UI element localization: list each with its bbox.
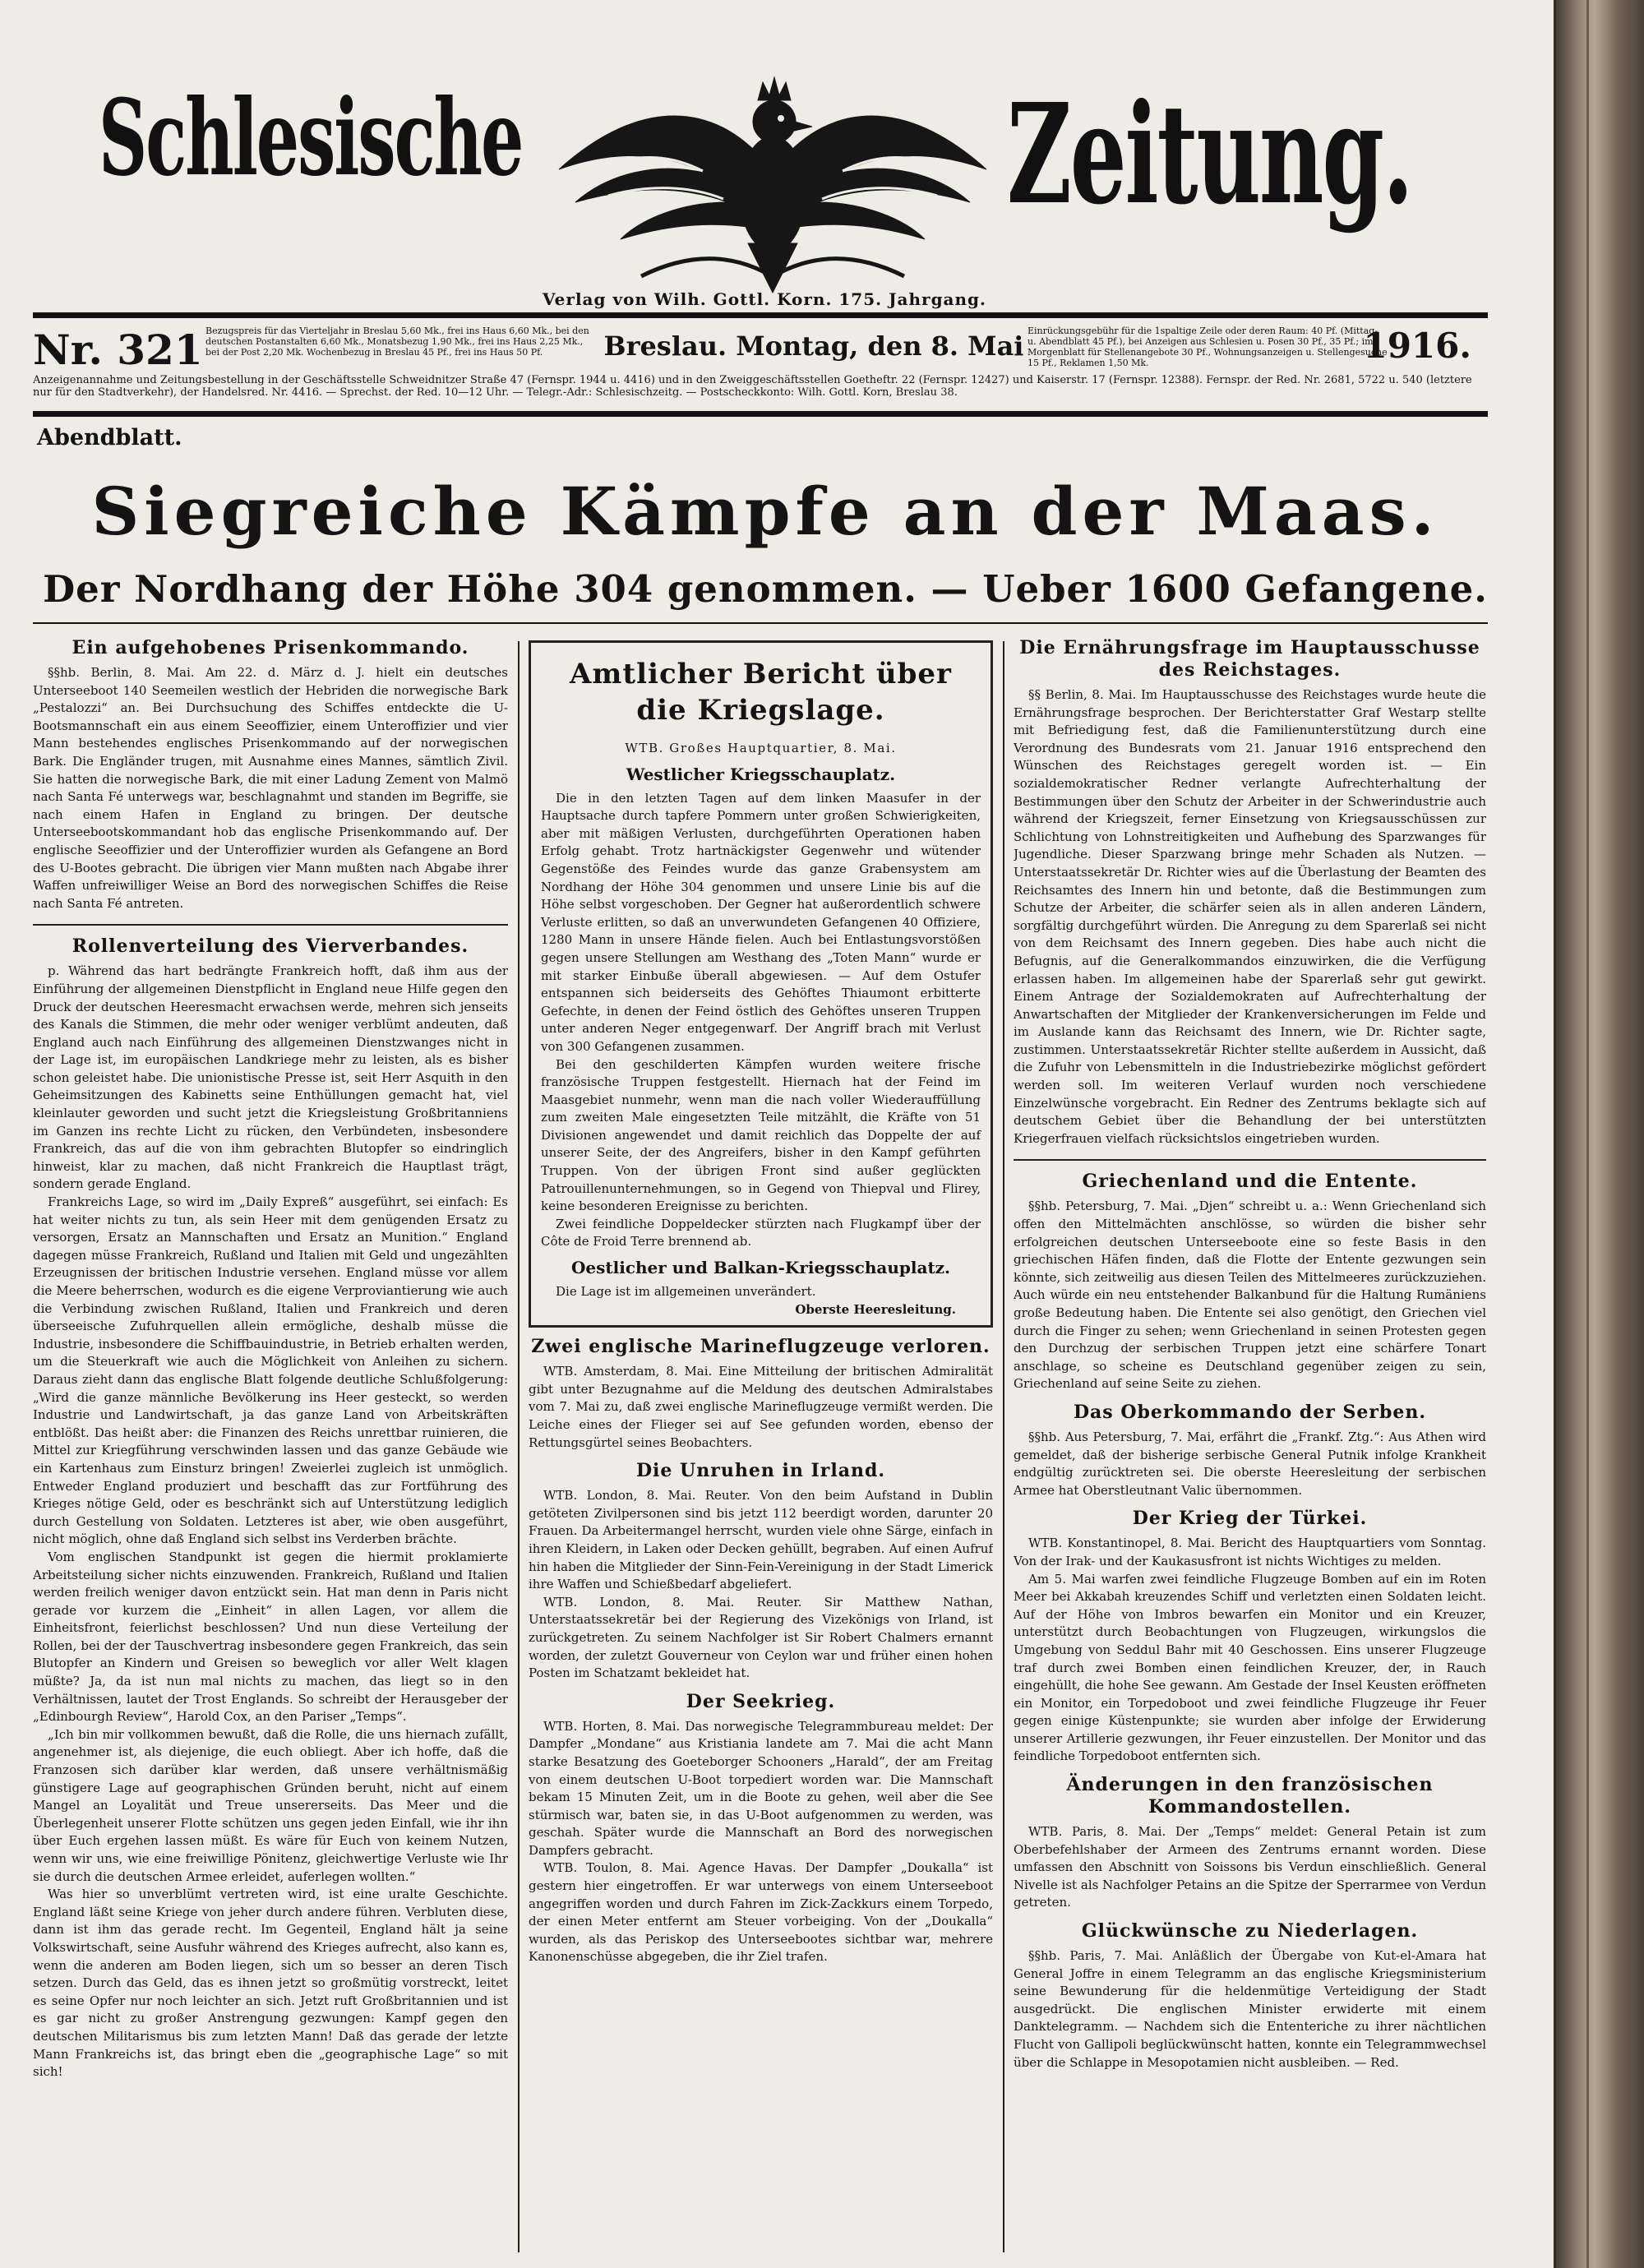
masthead-title-left: Schlesische — [99, 77, 523, 200]
article-paragraph: WTB. London, 8. Mai. Reuter. Sir Matthew Nathan, Unterstaatssekretär bei der Regierung des Vizekönigs von Irland, ist zurückgetreten. Zu seinem Nachfolger ist Sir Robert Chalmers ernannt worden, der zuletzt Gouverneur von Ceylon war und früher einen hohen Posten im Schatzamt bekleidet hat. — [529, 1594, 993, 1681]
main-headline: Siegreiche Kämpfe an der Maas. — [91, 473, 1439, 550]
article-paragraph: Bei den geschilderten Kämpfen wurden weitere frische französische Truppen festgestellt. Hiernach hat der Feind im Maasgebiet nunmehr, wenn man die nach voller Wiederauffüllung zum zweiten Male eingesetzten Teile mitzählt, die Kräfte von 51 Divisionen angewendet und damit reichlich das Doppelte der auf unserer Seite, der des Angreifers, bisher in den Kampf geführten Truppen. Von der übrigen Front sind außer geglückten Patrouillenunternehmungen, so in Gegend von Thiepval und Flirey, keine besonderen Ereignisse zu berichten. — [541, 1056, 981, 1214]
column-divider — [1003, 641, 1004, 2252]
masthead-rule — [33, 312, 1488, 318]
article-paragraph: WTB. Toulon, 8. Mai. Agence Havas. Der Dampfer „Doukalla“ ist gestern hier eingetroffen. Er war unterwegs von einem Unterseeboot angegriffen worden und durch Fahren im Zick-Zackkurs einem Torpedo, der einen Meter entfernt am Steuer vorbeiging. Von der „Doukalla“ wurden, als das Periskop des Unterseebootes sichtbar war, mehrere Kanonenschüsse abgegeben, die ihr Ziel trafen. — [529, 1860, 993, 1965]
article-heading: Glückwünsche zu Niederlagen. — [1081, 1920, 1419, 1942]
spine-edge — [1554, 0, 1556, 2268]
column-right — [1014, 629, 1486, 2261]
article-heading: Griechenland und die Entente. — [1082, 1171, 1418, 1193]
article-heading: Der Seekrieg. — [686, 1690, 836, 1712]
article-paragraph: WTB. Konstantinopel, 8. Mai. Bericht des Hauptquartiers vom Sonntag. Von der Irak- und der Kaukasusfront ist nichts Wichtiges zu melden. — [1014, 1536, 1486, 1568]
article-heading: Änderungen in den französischen Kommandostellen. — [1066, 1774, 1434, 1818]
article-paragraph: §§ Berlin, 8. Mai. Im Hauptausschusse des Reichstages wurde heute die Ernährungsfrage besprochen. Der Berichterstatter Graf Westarp stellte mit Befriedigung fest, daß die Familienunterstützung durch eine Verordnung des Bundesrats vom 21. Januar 1916 entsprechend den Wünschen des Reichstages geregelt worden ist. — Ein sozialdemokratischer Redner verlangte Aufrechterhaltung der Bestimmungen über den Schutz der Arbeiter in der Schwerindustrie auch während der Kriegszeit, ferner Einsetzung von Kriegsausschüssen zur Schlichtung von Lohnstreitigkeiten und Aufhebung des Sparzwanges für Jugendliche. Dieser Sparzwang bringe mehr Schaden als Nutzen. — Unterstaatssekretär Dr. Richter wies auf die Überlastung der Beamten des Reichsamtes des Innern hin und betonte, daß die Bestimmungen zum Schutze der Arbeiter, die schärfer seien als in allen anderen Ländern, sorgfältig durchgeführt würden. Die Anregung zu dem Sparerlaß sei nicht von dem Reichsamt des Innern gegeben. Dies habe auch nicht die Befugnis, auf die Generalkommandos einzuwirken, die die Verfügung erlassen haben. Im allgemeinen habe der Sparerlaß sehr gut gewirkt. Einem Antrage der Sozialdemokraten auf Aufrechterhaltung der Anwartschaften der Mitglieder der Krankenversicherungen im Felde und im Auslande kann das Reichsamt des Innern, wie Dr. Richter sagte, zustimmen. Unterstaatssekretär Richter stellte außerdem in Aussicht, daß die Zufuhr von Lebensmitteln in die Industriebezirke möglichst gefördert werden soll. Im weiteren Verlauf wurden noch verschiedene Einzelwünsche vorgebracht. Ein Redner des Zentrums beklagte sich auf deutschem Gebiet über die Behandlung der bei unterstützten Kriegerfrauen vielfach rücksichtslos eingetrieben wurden. — [1014, 687, 1486, 1146]
edition-label: Abendblatt. — [37, 425, 182, 450]
report-section-heading: Westlicher Kriegsschauplatz. — [626, 764, 896, 784]
headline-rule — [33, 622, 1488, 624]
spine-edge — [1586, 0, 1589, 2268]
article-paragraph: §§hb. Berlin, 8. Mai. Am 22. d. März d. J. hielt ein deutsches Unterseeboot 140 Seemeilen westlich der Hebriden die norwegische Bark „Pestalozzi“ an. Bei Durchsuchung des Schiffes entdeckte die U-Bootsmannschaft ein aus einem Seeoffizier, einem Unteroffizier und vier Mann bestehendes englisches Prisenkommando auf der norwegischen Bark. Die Engländer trugen, mit Ausnahme eines Mannes, sämtlich Zivil. Sie hatten die norwegische Bark, die mit einer Ladung Zement von Malmö nach Santa Fé unterwegs war, beschlagnahmt und standen im Begriffe, sie nach einem Hafen in England zu bringen. Der deutsche Unterseebootskommandant hob das englische Prisenkommando auf. Der englische Seeoffizier und der Unteroffizier wurden als Gefangene an Bord des U-Bootes gebracht. Die übrigen vier Mann mußten nach Abgabe ihrer Waffen unfreiwilliger Weise an Bord des norwegischen Schiffes die Reise nach Santa Fé antreten. — [33, 665, 508, 911]
article-paragraph: Am 5. Mai warfen zwei feindliche Flugzeuge Bomben auf ein im Roten Meer bei Akkabah kreuzendes Schiff und verletzten einen Soldaten leicht. Auf der Höhe von Imbros bewarfen ein Monitor und ein Kreuzer, unterstützt durch Beobachtungen von Flugzeugen, wirkungslos die Umgebung von Seddul Bahr mit 40 Geschossen. Eins unserer Flugzeuge traf durch zwei Bomben einen feindlichen Kreuzer, der, in Rauch eingehüllt, die hohe See gewann. Am Gestade der Insel Keusten eröffneten ein Monitor, ein Torpedoboot und zwei feindliche Flugzeuge ihr Feuer gegen einige Küstenpunkte; sie wurden aber infolge der Erwiderung unserer Artillerie gezwungen, ihr Feuer einzustellen. Der Monitor und das feindliche Torpedoboot entfernten sich. — [1014, 1571, 1486, 1764]
report-title: Amtlicher Bericht über die Kriegslage. — [570, 658, 952, 727]
article-heading: Rollenverteilung des Vierverbandes. — [72, 935, 469, 958]
article-paragraph: Was hier so unverblümt vertreten wird, ist eine uralte Geschichte. England läßt seine Kriege von jeher durch andere führen. Verbluten diese, dann ist ihm das gerade recht. Im Gegenteil, England hält ja seine Volkswirtschaft, seine Ausfuhr während des Krieges aufrecht, also kann es, wenn die anderen am Boden liegen, sich um so besser an deren Tisch setzen. Durch das Geld, das es ihnen jetzt so großmütig vorstreckt, leitet es seine Opfer nur noch leichter an sich. Jetzt ruft Großbritannien und ist es gar nicht zu großer Anstrengung gezwungen: Kampf gegen den deutschen Militarismus bis zum letzten Mann! Daß das gerade der letzte Mann Frankreichs ist, das bringt eben die „geographische Lage“ so mit sich! — [33, 1887, 508, 2080]
article-paragraph: WTB. London, 8. Mai. Reuter. Von den beim Aufstand in Dublin getöteten Zivilpersonen sind bis jetzt 112 beerdigt worden, darunter 20 Frauen. Da Arbeitermangel herrscht, wurden viele ohne Särge, einfach in ihren Kleidern, in Laken oder Decken gehüllt, begraben. Auf einen Aufruf hin haben die Mitglieder der Sinn-Fein-Vereinigung in der Stadt Limerick ihre Waffen und Schießbedarf abgeliefert. — [529, 1488, 993, 1592]
contact-info: Anzeigenannahme und Zeitungsbestellung in der Geschäftsstelle Schweidnitzer Straße 47 (Fernspr. 1944 u. 4416) und in den Zweiggeschäftsstellen Goetheftr. 22 (Fernspr. 12427) und Kaiserstr. 17 (Fernspr. 12388). Fernspr. der Red. Nr. 2681, 5722 u. 540 (letztere nur für den Stadtverkehr), der Handelsred. Nr. 4416. — Sprechst. der Red. 10—12 Uhr. — Telegr.-Adr.: Schlesischzeitg. — Postscheckkonto: Wilh. Gottl. Korn, Breslau 38. — [33, 374, 1472, 399]
report-section-heading: Oestlicher und Balkan-Kriegsschauplatz. — [571, 1258, 950, 1278]
article-paragraph: „Ich bin mir vollkommen bewußt, daß die Rolle, die uns hiernach zufällt, angenehmer ist, als diejenige, die euch obliegt. Aber ich hoffe, daß die Franzosen sich darüber klar werden, daß unsere verhältnismäßig günstigere Lage auf geographischen Gründen beruht, nicht auf einem Mangel an Loyalität und Treue unsererseits. Das Meer und die Überlegenheit unserer Flotte schützen uns gegen jeden Einfall, wie ihr ihn über Euch ergehen lassen müßt. Es wäre für Euch von keinem Nutzen, wenn wir uns, wie eine freiwillige Pönitenz, gleichwertige Verluste wie Ihr sie durch die deutschen Armee erleidet, auferlegen wollten.“ — [33, 1726, 508, 1884]
article-divider — [1014, 1159, 1486, 1161]
report-signature: Oberste Heeresleitung. — [795, 1301, 956, 1317]
eagle-emblem — [543, 71, 1003, 309]
article-paragraph: Frankreichs Lage, so wird im „Daily Expreß“ ausgeführt, sei einfach: Es hat weiter nichts zu tun, als sein Heer mit dem genügenden Ersatz zu versorgen, Ersatz an Mannschaften und Ersatz an Munition.“ England dagegen müsse Frankreich, Rußland und Italien mit Geld und ungezählten Erzeugnissen der britischen Industrie versehen. England müsse vor allem die Meere beherrschen, wodurch es die eigene Verproviantierung wie auch die Verbindung zwischen Rußland, Italien und Frankreich und deren überseeische Zufuhrquellen allein ermögliche, deshalb müsse die Industrie, insbesondere die Schiffbauindustrie, in Betrieb erhalten werden, um die Steuerkraft wie auch die Möglichkeit von Anleihen zu sichern. Daraus zieht dann das englische Blatt folgende deutliche Schlußfolgerung: „Wird die ganze männliche Bevölkerung ins Heer gesteckt, so werden Industrie und Landwirtschaft, ja das ganze Land von Arbeitskräften entblößt. Das heißt aber: die Finanzen des Reichs unrettbar ruinieren, die Mittel zur Kriegführung verschwinden lassen und das ganze Gebäude wie ein Kartenhaus zum Einsturz bringen! Zweierlei zugleich ist unmöglich. Entweder England produziert und beschafft das zur Fortführung des Krieges nötige Geld, oder es beschränkt sich auf Unterstützung lediglich durch Gestellung von Soldaten. Letzteres ist aber, wie oben ausgeführt, nicht möglich, ohne daß England sich selbst ins Verderben brächte. — [33, 1194, 508, 1547]
article-paragraph: Zwei feindliche Doppeldecker stürzten nach Flugkampf über der Côte de Froid Terre brennend ab. — [541, 1216, 981, 1249]
article-paragraph: Die Lage ist im allgemeinen unverändert. — [556, 1284, 816, 1300]
report-dateline: WTB. Großes Hauptquartier, 8. Mai. — [625, 741, 897, 755]
article-paragraph: Vom englischen Standpunkt ist gegen die hiermit proklamierte Arbeitsteilung sicher nichts einzuwenden. Frankreich, Rußland und Italien werden freilich weniger davon entzückt sein. Hat man denn in Paris nicht gerade vor kurzem die „Einheit“ in allen Lagen, vor allem die Einheitsfront, feierlichst beschlossen? Und nun diese Verteilung der Rollen, bei der der Tauschvertrag insbesondere gegen Frankreich, das sein Blutopfer an Kindern und Greisen so beweglich vor aller Welt klagen müßte? Ja, da ist nun mal nichts zu machen, das liegt so in den Verhältnissen, lautet der Trost Englands. So schreibt der Herausgeber der „Edinbourgh Review“, Harold Cox, an den Pariser „Temps“. — [33, 1549, 508, 1725]
masthead — [0, 0, 1554, 312]
publisher-line: Verlag von Wilh. Gottl. Korn. 175. Jahrgang. — [543, 289, 986, 309]
issue-year: 1916. — [1363, 326, 1471, 366]
article-paragraph: WTB. Amsterdam, 8. Mai. Eine Mitteilung der britischen Admiralität gibt unter Bezugnahme auf die Meldung des deutschen Admiralstabes vom 7. Mai zu, daß zwei englische Marineflugzeuge vermißt werden. Die Leiche eines der Flieger sei auf See gefunden worden, ebenso der Rettungsgürtel seines Beobachters. — [529, 1364, 993, 1450]
article-paragraph: §§hb. Paris, 7. Mai. Anläßlich der Übergabe von Kut-el-Amara hat General Joffre in einem Telegramm an das englische Kriegsministerium seine Bewunderung für die heldenmütige Verteidigung der Stadt ausgedrückt. Die englischen Minister erwiderte mit einem Danktelegramm. — Nachdem sich die Ententeriche zu ihrer nächtlichen Flucht von Gallipoli beglückwünscht hatten, konnte ein Telegrammwechsel über die Schlappe in Mesopotamien nicht ausbleiben. — Red. — [1014, 1948, 1486, 2070]
issue-number: Nr. 321 — [33, 326, 203, 374]
header-rule — [33, 411, 1488, 417]
advertising-rates: Einrückungsgebühr für die 1spaltige Zeile oder deren Raum: 40 Pf. (Mittag- u. Abendblatt 45 Pf.), bei Anzeigen aus Schlesien u. Posen 30 Pf., 35 Pf.; im Morgenblatt für Stellenangebote 30 Pf., Wohnungsanzeigen u. Stellengesuche 15 Pf., Reklamen 1,50 Mk. — [1028, 326, 1388, 368]
article-paragraph: §§hb. Aus Petersburg, 7. Mai, erfährt die „Frankf. Ztg.“: Aus Athen wird gemeldet, daß der bisherige serbische General Putnik infolge Krankheit endgültig zurücktreten sei. Die oberste Heeresleitung der serbischen Armee hat Oberstleutnant Valic übernommen. — [1014, 1429, 1486, 1498]
article-heading: Der Krieg der Türkei. — [1132, 1508, 1368, 1530]
article-heading: Die Unruhen in Irland. — [635, 1460, 886, 1482]
sub-headline: Der Nordhang der Höhe 304 genommen. — Ueber 1600 Gefangene. — [43, 567, 1488, 611]
article-heading: Das Oberkommando der Serben. — [1073, 1401, 1427, 1423]
issue-date: Breslau. Montag, den 8. Mai — [603, 330, 1024, 362]
article-paragraph: WTB. Paris, 8. Mai. Der „Temps“ meldet: General Petain ist zum Oberbefehlshaber der Armeen des Zentrums ernannt worden. Diese umfassen den Abschnitt von Soissons bis Verdun einschließlich. General Nivelle ist als Nachfolger Petains an die Spitze der Sperrarmee von Verdun getreten. — [1014, 1824, 1486, 1910]
article-paragraph: WTB. Horten, 8. Mai. Das norwegische Telegrammbureau meldet: Der Dampfer „Mondane“ aus Kristiania landete am 7. Mai die acht Mann starke Besatzung des Goeteborger Schooners „Harald“, der am Freitag von einem deutschen U-Boot torpediert worden war. Die Mannschaft bekam 15 Minuten Zeit, um in die Boote zu gehen, weil aber die See stürmisch war, baten sie, in das U-Boot aufgenommen zu werden, was geschah. Später wurde die Mannschaft an Bord des norwegischen Dampfers gebracht. — [529, 1718, 993, 1858]
article-paragraph: p. Während das hart bedrängte Frankreich hofft, daß ihm aus der Einführung der allgemeinen Dienstpflicht in England neue Hilfe gegen den Druck der deutschen Heeresmacht erwachsen werde, mehren sich jenseits des Kanals die Stimmen, die mehr oder weniger verblümt andeuten, daß England auch nach Einführung des allgemeinen Dienstzwanges nicht in der Lage ist, im europäischen Landkriege mehr zu leisten, als es bisher schon geleistet habe. Die unionistische Presse ist, seit Herr Asquith in den Geheimsitzungen des Kabinetts seine Enthüllungen gemacht hat, viel kleinlauter geworden und sucht jetzt die Kriegsleistung Großbritanniens im Ganzen ins rechte Licht zu rücken, den Verbündeten, insbesondere Frankreich, das auf die von ihm gebrachten Blutopfer so eindringlich hinweist, klar zu machen, daß nicht Frankreich die Hauptlast trägt, sondern gerade England. — [33, 963, 508, 1192]
article-divider — [33, 924, 508, 926]
subscription-price: Bezugspreis für das Vierteljahr in Breslau 5,60 Mk., frei ins Haus 6,60 Mk., bei den deutschen Postanstalten 6,60 Mk., Monatsbezug 1,90 Mk., frei ins Haus 2,25 Mk., bei der Post 2,20 Mk. Wochenbezug in Breslau 45 Pf., frei ins Haus 50 Pf. — [206, 326, 589, 358]
article-heading: Zwei englische Marineflugzeuge verloren. — [531, 1336, 991, 1358]
issue-bar — [33, 322, 1488, 373]
masthead-title-right: Zeitung. — [1007, 75, 1412, 236]
article-paragraph: §§hb. Petersburg, 7. Mai. „Djen“ schreibt u. a.: Wenn Griechenland sich offen den Mittelmächten anschlösse, so würden die bisher sehr erfolgreichen deutschen Unterseeboote eine so feste Basis in den griechischen Häfen finden, daß die Flotte der Entente gezwungen sein könnte, sich zeitweilig aus diesen Teilen des Mittelmeeres zurückzuziehen. Auch würde ein neu entstehender Balkanbund für die Haltung Rumäniens große Bedeutung haben. Die Entente sei also genötigt, den Griechen viel durch die Finger zu sehen; wenn Griechenland in seinen Protesten gegen den Durchzug der serbischen Truppen jetzt eine schärfere Tonart anschlage, so scheine es Deutschland gegenüber zeigen zu sein, Griechenland auf seine Seite zu ziehen. — [1014, 1199, 1486, 1392]
article-heading: Die Ernährungsfrage im Hauptausschusse des Reichstages. — [1019, 637, 1480, 681]
article-paragraph: Die in den letzten Tagen auf dem linken Maasufer in der Hauptsache durch tapfere Pommern unter großen Schwierigkeiten, aber mit mäßigen Verlusten, durchgeführten Operationen haben Erfolg gehabt. Trotz hartnäckigster Gegenwehr und wütender Gegenstöße des Feindes wurde das ganze Grabensystem am Nordhang der Höhe 304 genommen und unsere Linie bis auf die Höhe selbst vorgeschoben. Der Gegner hat außerordentlich schwere Verluste erlitten, so daß an unverwundeten Gefangenen 40 Offiziere, 1280 Mann in unsere Hände fielen. Auch bei Entlastungsvorstößen gegen unsere Stellungen am Westhang des „Toten Mann“ wurde er mit starker Einbuße überall abgewiesen. — Auf dem Ostufer entspannen sich beiderseits des Gehöftes Thiaumont erbitterte Gefechte, in denen der Feind östlich des Gehöftes unseren Truppen unter anderen Neger entgegenwarf. Der Angriff brach mit Verlust von 300 Gefangenen zusammen. — [541, 790, 981, 1054]
article-heading: Ein aufgehobenes Prisenkommando. — [72, 637, 469, 658]
official-report-box — [529, 640, 993, 1328]
column-divider — [518, 641, 520, 2252]
column-left — [33, 629, 508, 2261]
book-spine — [1554, 0, 1644, 2268]
column-middle — [529, 629, 993, 2261]
